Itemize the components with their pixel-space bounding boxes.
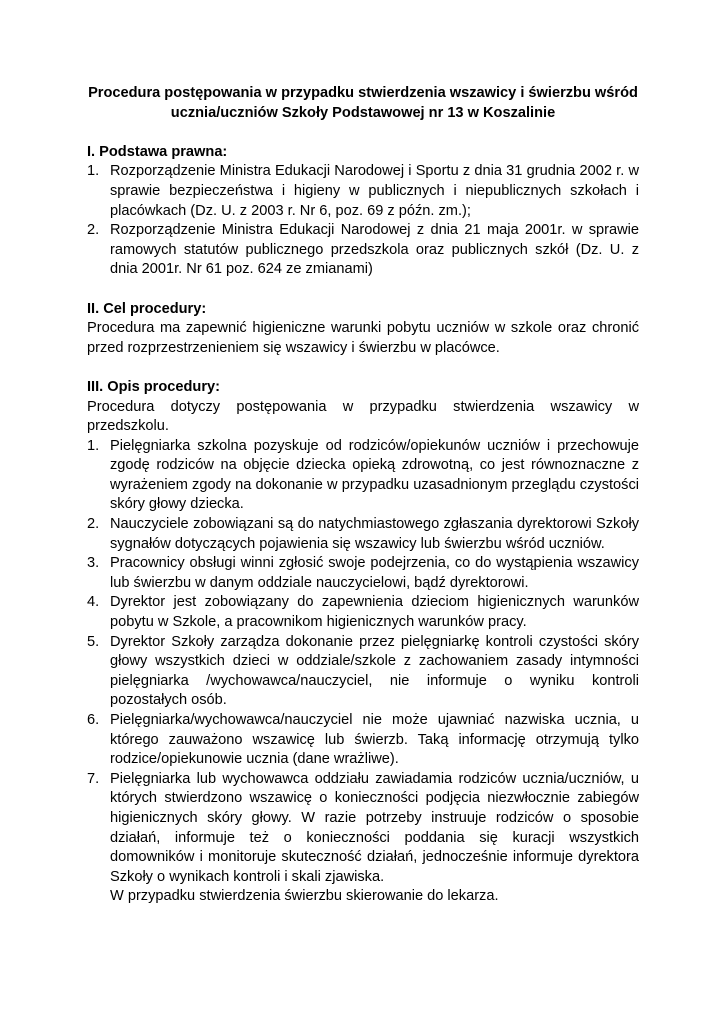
list-item-text: Pielęgniarka lub wychowawca oddziału zawiadamia rodziców ucznia/uczniów, u których stwierdzono wszawicę o konieczności podjęcia niezwłocznie zabiegów higienicznych skóry głowy. W razie potrzeby instruuje rodziców o sposobie działań, informuje też o konieczności poddania się kuracji wszystkich domowników i monitoruje skuteczność działań, jednocześnie informuje dyrektora Szkoły o wynikach kontroli i skali zjawiska.: [110, 770, 639, 885]
list-item: [87, 515, 639, 554]
list-item-text: Pracownicy obsługi winni zgłosić swoje podejrzenia, co do wystąpienia wszawicy lub świerzbu w danym oddziale nauczycielowi, bądź dyrektorowi.: [110, 555, 639, 591]
list-item: [87, 221, 639, 280]
document-page: [87, 84, 639, 927]
list-item: [87, 162, 639, 221]
list-item-text: Nauczyciele zobowiązani są do natychmiastowego zgłaszania dyrektorowi Szkoły sygnałów dotyczących pojawienia się wszawicy lub świerzbu wśród uczniów.: [110, 516, 639, 552]
list-item: [87, 633, 639, 711]
list-item-text: Rozporządzenie Ministra Edukacji Narodowej i Sportu z dnia 31 grudnia 2002 r. w sprawie bezpieczeństwa i higieny w publicznych i niepublicznych szkołach i placówkach (Dz. U. z 2003 r. Nr 6, poz. 69 z późn. zm.);: [110, 163, 639, 219]
title-line-1: Procedura postępowania w przypadku stwierdzenia wszawicy i świerzbu wśród: [88, 85, 638, 101]
title-line-2: ucznia/uczniów Szkoły Podstawowej nr 13 w Koszalinie: [170, 104, 556, 121]
list-item-number: 7.: [87, 770, 100, 787]
procedure-steps-list: [87, 437, 639, 907]
section-goal: [87, 300, 639, 359]
list-item-text: Pielęgniarka szkolna pozyskuje od rodziców/opiekunów uczniów i przechowuje zgodę rodziców na objęcie dziecka opieką zdrowotną, co jest równoznaczne z wyrażeniem zgody na dokonanie w przypadku uzasadnionym przeglądu czystości skóry głowy dziecka.: [110, 437, 639, 513]
section-description: [87, 378, 639, 907]
list-item-note: W przypadku stwierdzenia świerzbu skierowanie do lekarza.: [110, 888, 499, 905]
section-legal-basis: [87, 143, 639, 280]
list-item-number: 2.: [87, 222, 100, 239]
document-title: [87, 84, 639, 123]
list-item-number: 6.: [87, 712, 100, 728]
list-item-text: Dyrektor jest zobowiązany do zapewnienia dzieciom higienicznych warunków pobytu w Szkole, a pracownikom higienicznych warunków pracy.: [110, 594, 639, 631]
list-item: [87, 770, 639, 907]
section-heading: II. Cel procedury:: [87, 300, 207, 317]
list-item-number: 5.: [87, 633, 100, 650]
list-item: [87, 711, 639, 770]
list-item-number: 4.: [87, 594, 100, 611]
list-item-text: Dyrektor Szkoły zarządza dokonanie przez pielęgniarkę kontroli czystości skóry głowy wszystkich dzieci w oddziale/szkole z zachowaniem zasady intymności pielęgniarka /wychowawca/nauczyciel, nie informuje o wyniku kontroli pozostałych osób.: [110, 633, 639, 709]
section-body: Procedura ma zapewnić higieniczne warunki pobytu uczniów w szkole oraz chronić przed rozprzestrzenieniem się wszawicy i świerzbu w placówce.: [87, 320, 639, 356]
list-item-text: Rozporządzenie Ministra Edukacji Narodowej z dnia 21 maja 2001r. w sprawie ramowych statutów publicznego przedszkola oraz publicznych szkół (Dz. U. z dnia 2001r. Nr 61 poz. 624 ze zmianami): [110, 222, 639, 278]
list-item-number: 3.: [87, 555, 100, 572]
list-item-number: 1.: [87, 163, 100, 180]
list-item-text: Pielęgniarka/wychowawca/nauczyciel nie może ujawniać nazwiska ucznia, u którego zauważono wszawicę lub świerzb. Taką informację otrzymują tylko rodzice/opiekunowie ucznia (dane wrażliwe).: [110, 712, 639, 768]
legal-basis-list: [87, 162, 639, 280]
list-item-number: 1.: [87, 437, 100, 454]
section-heading: III. Opis procedury:: [87, 378, 220, 395]
section-intro: Procedura dotyczy postępowania w przypadku stwierdzenia wszawicy w przedszkolu.: [87, 398, 639, 435]
list-item: [87, 554, 639, 593]
list-item: [87, 437, 639, 515]
list-item: [87, 593, 639, 632]
list-item-number: 2.: [87, 516, 100, 533]
section-heading: I. Podstawa prawna:: [87, 143, 228, 160]
